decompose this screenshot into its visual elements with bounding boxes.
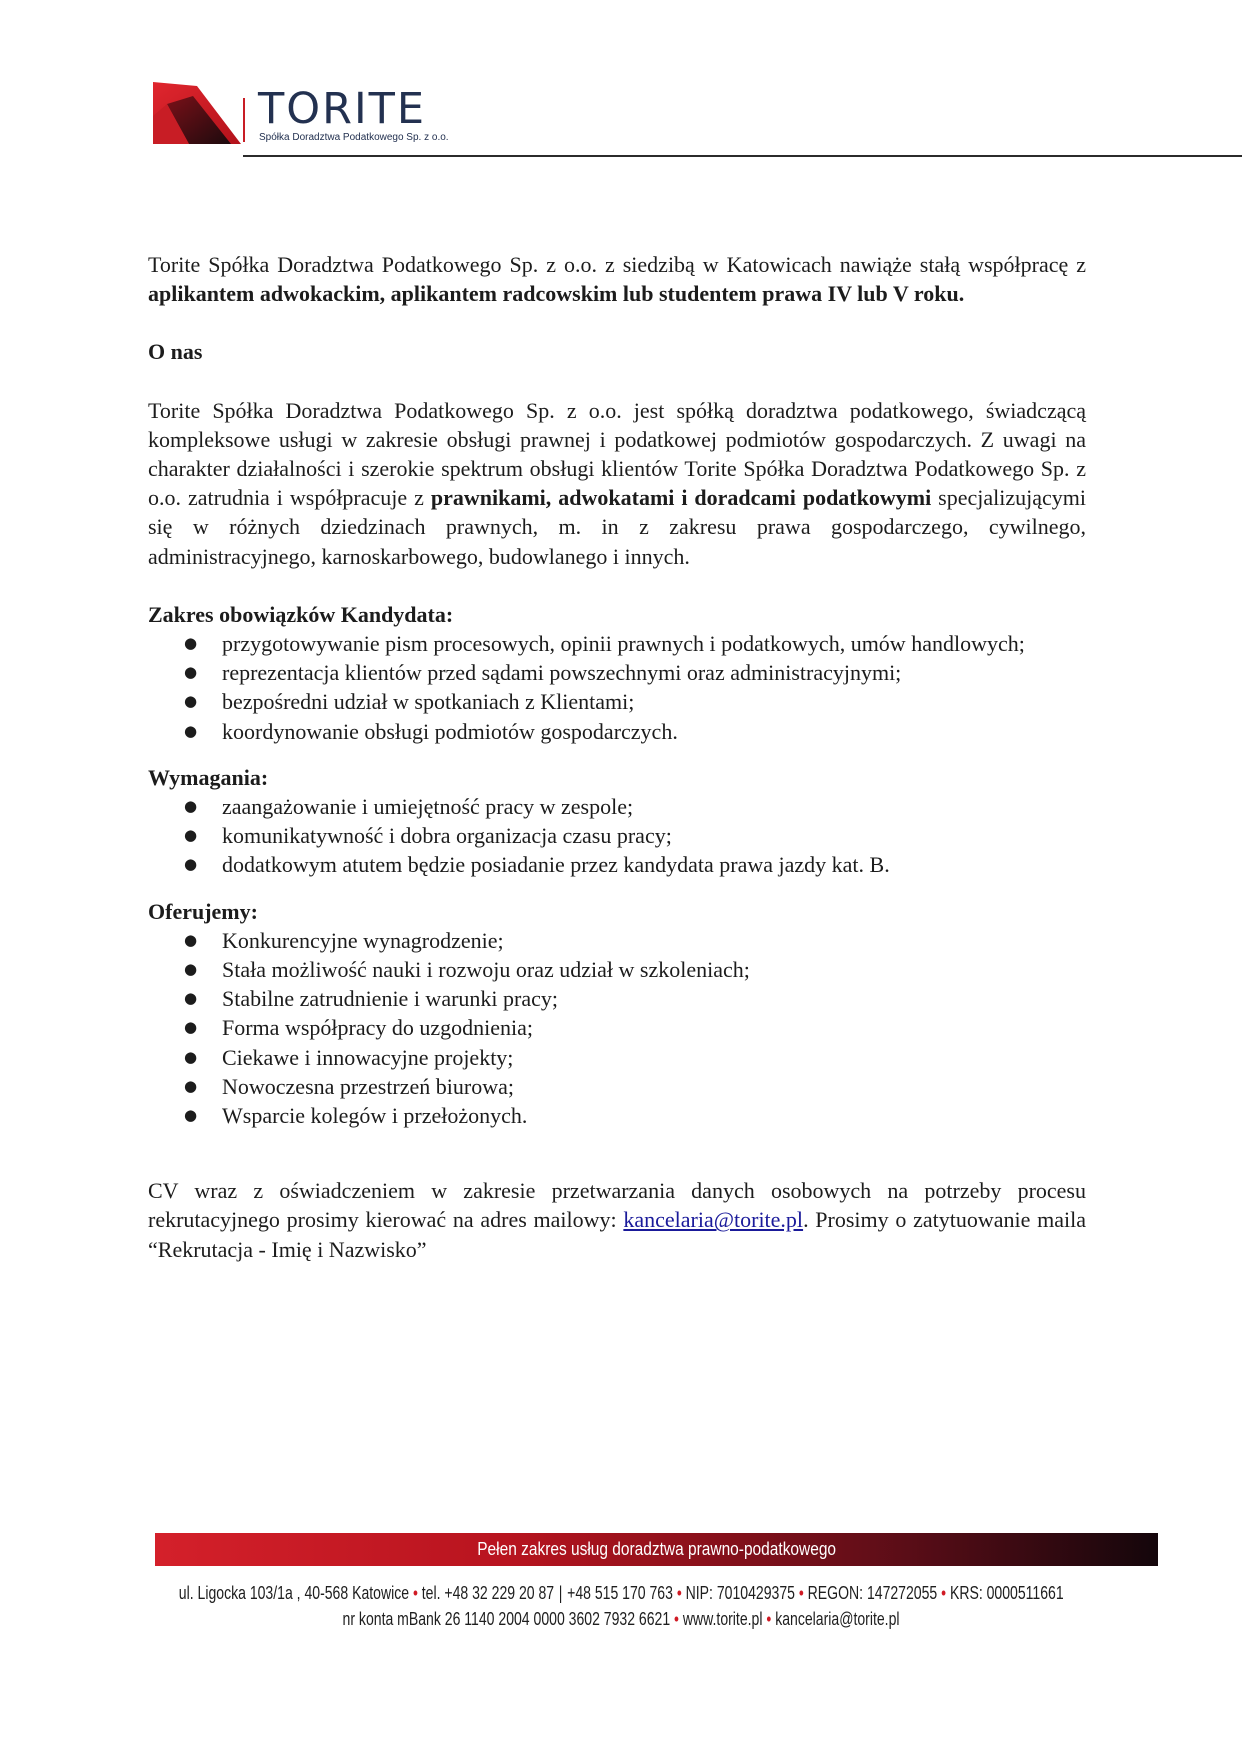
- bullet-icon: ●: [184, 1047, 198, 1066]
- bullet-icon: ●: [184, 797, 198, 816]
- footer-bank-account: nr konta mBank 26 1140 2004 0000 3602 7932 6621: [342, 1609, 671, 1629]
- bullet-icon: ●: [184, 826, 198, 845]
- footer-nip: NIP: 7010429375: [685, 1583, 795, 1603]
- bullet-icon: ●: [184, 1076, 198, 1095]
- closing-paragraph: [148, 1176, 1086, 1264]
- torite-logo-icon: [153, 82, 245, 148]
- bullet-icon: ●: [184, 930, 198, 949]
- bullet-icon: •: [798, 1583, 804, 1603]
- list-item-text: komunikatywność i dobra organizacja czasu pracy;: [222, 823, 672, 849]
- posting-body: [148, 250, 1086, 1293]
- footer-contact-line: [0, 1581, 1242, 1605]
- footer-phone: tel. +48 32 229 20 87: [421, 1583, 554, 1603]
- about-heading: O nas: [148, 339, 203, 365]
- footer-band-text: Pełen zakres usług doradztwa prawno-podatkowego: [477, 1539, 836, 1559]
- bullet-icon: •: [412, 1583, 418, 1603]
- list-item: [148, 850, 1086, 879]
- about-text-start: Torite Spółka Doradztwa Podatkowego Sp. z o.o. jest spółką doradztwa podatkowego, świadczącą kompleksowe usługi w zakresie obsługi prawnej i podatkowej podmiotów gospodarczych. Z uwagi na charakter działalności i szerokie spektrum obsługi klientów Torite Spółka Doradztwa Podatkowego Sp. z o.o. zatrudnia i współpracuje z: [148, 397, 1086, 511]
- bullet-icon: •: [674, 1609, 679, 1629]
- list-item-text: zaangażowanie i umiejętność pracy w zespole;: [222, 794, 634, 820]
- email-link[interactable]: kancelaria@torite.pl: [623, 1207, 804, 1233]
- bullet-icon: ●: [184, 663, 198, 682]
- offer-title: Oferujemy:: [148, 898, 258, 924]
- letterhead: [153, 82, 1242, 158]
- about-text-bold: prawnikami, adwokatami i doradcami podatkowymi: [430, 485, 932, 511]
- intro-paragraph: [148, 250, 1086, 308]
- closing-text-end: . Prosimy o zatytuowanie maila “Rekrutacja - Imię i Nazwisko”: [148, 1207, 1087, 1262]
- list-item-text: Konkurencyjne wynagrodzenie;: [222, 927, 504, 953]
- company-tagline: Spółka Doradztwa Podatkowego Sp. z o.o.: [259, 132, 449, 143]
- bullet-icon: ●: [184, 960, 198, 979]
- header-rule: [243, 155, 1242, 157]
- footer-bank-line: [0, 1607, 1242, 1631]
- intro-position-text: aplikantem adwokackim, aplikantem radcowskim lub studentem prawa IV lub V roku.: [148, 281, 965, 307]
- section-spacer: [148, 1147, 1086, 1176]
- bullet-icon: ●: [184, 989, 198, 1008]
- footer-email[interactable]: kancelaria@torite.pl: [775, 1609, 900, 1629]
- closing-text-start: CV wraz z oświadczeniem w zakresie przetwarzania danych osobowych na potrzeby procesu rekrutacyjnego prosimy kierować na adres mailowy:: [148, 1178, 1086, 1233]
- intro-text: Torite Spółka Doradztwa Podatkowego Sp. z o.o. z siedzibą w Katowicach nawiąże stałą współpracę z: [148, 252, 1086, 277]
- footer-address: ul. Ligocka 103/1a , 40-568 Katowice: [178, 1583, 409, 1603]
- list-item: [148, 1072, 1086, 1101]
- bullet-icon: ●: [184, 692, 198, 711]
- bullet-icon: ●: [184, 721, 198, 740]
- footer-website[interactable]: www.torite.pl: [682, 1609, 763, 1629]
- list-item-text: bezpośredni udział w spotkaniach z Klientami;: [222, 689, 635, 715]
- list-item: [148, 1013, 1086, 1042]
- bullet-icon: ●: [184, 1018, 198, 1037]
- company-wordmark: TORITE: [258, 84, 427, 134]
- list-item-text: Wsparcie kolegów i przełożonych.: [222, 1103, 528, 1129]
- list-item-text: Forma współpracy do uzgodnienia;: [222, 1015, 533, 1041]
- footer-mobile: +48 515 170 763: [566, 1583, 673, 1603]
- list-item-text: reprezentacja klientów przed sądami powszechnymi oraz administracyjnymi;: [222, 660, 902, 686]
- footer: [0, 1533, 1242, 1643]
- list-item: [148, 984, 1086, 1013]
- bullet-icon: •: [940, 1583, 946, 1603]
- about-paragraph: [148, 396, 1086, 571]
- bullet-icon: •: [676, 1583, 682, 1603]
- list-item: [148, 717, 1086, 746]
- list-item-text: Nowoczesna przestrzeń biurowa;: [222, 1073, 514, 1099]
- list-item: [148, 687, 1086, 716]
- logo-divider: [243, 98, 245, 142]
- separator-icon: |: [558, 1583, 563, 1603]
- list-item: [148, 658, 1086, 687]
- list-item: [148, 955, 1086, 984]
- offer-list: [148, 926, 1086, 1130]
- bullet-icon: •: [766, 1609, 772, 1629]
- list-item-text: przygotowywanie pism procesowych, opinii prawnych i podatkowych, umów handlowych;: [222, 631, 1025, 657]
- responsibilities-list: [148, 629, 1086, 746]
- requirements-title: Wymagania:: [148, 764, 269, 790]
- list-item-text: Ciekawe i innowacyjne projekty;: [222, 1044, 514, 1070]
- list-item: [148, 1101, 1086, 1130]
- requirements-list: [148, 792, 1086, 880]
- bullet-icon: ●: [184, 1106, 198, 1125]
- about-text-end: specjalizującymi się w różnych dziedzinach prawnych, m. in z zakresu prawa gospodarczego, cywilnego, administracyjnego, karnoskarbowego, budowlanego i innych.: [148, 485, 1086, 569]
- list-item-text: dodatkowym atutem będzie posiadanie przez kandydata prawa jazdy kat. B.: [222, 852, 890, 878]
- footer-krs: KRS: 0000511661: [949, 1583, 1064, 1603]
- list-item-text: Stabilne zatrudnienie i warunki pracy;: [222, 986, 558, 1012]
- list-item: [148, 821, 1086, 850]
- list-item-text: Stała możliwość nauki i rozwoju oraz udział w szkoleniach;: [222, 957, 750, 983]
- list-item: [148, 926, 1086, 955]
- bullet-icon: ●: [184, 855, 198, 874]
- footer-band: [155, 1533, 1158, 1566]
- list-item: [148, 1043, 1086, 1072]
- footer-regon: REGON: 147272055: [807, 1583, 937, 1603]
- list-item: [148, 792, 1086, 821]
- list-item-text: koordynowanie obsługi podmiotów gospodarczych.: [222, 718, 678, 744]
- list-item: [148, 629, 1086, 658]
- responsibilities-title: Zakres obowiązków Kandydata:: [148, 601, 454, 627]
- bullet-icon: ●: [184, 634, 198, 653]
